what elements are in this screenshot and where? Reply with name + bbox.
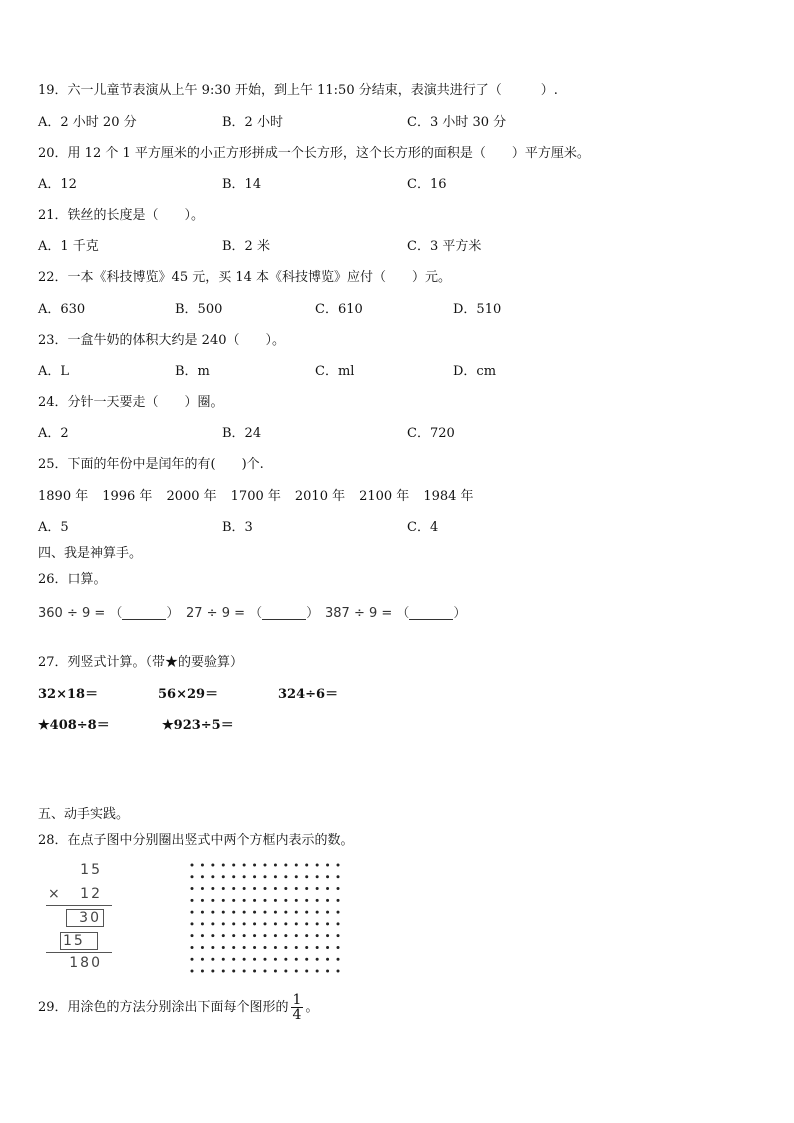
grid-dot[interactable]	[295, 970, 298, 973]
question-20: 20．用 12 个 1 平方厘米的小正方形拼成一个长方形，这个长方形的面积是（ ）平方厘米。	[38, 146, 590, 161]
question-25: 25．下面的年份中是闰年的有( )个.	[38, 457, 264, 472]
calc-close-paren: ）	[453, 606, 467, 621]
grid-dot[interactable]	[284, 875, 287, 878]
grid-dot[interactable]	[222, 958, 225, 961]
grid-dot[interactable]	[284, 958, 287, 961]
grid-dot[interactable]	[201, 922, 204, 925]
calc-expression: 360 ÷ 9 = （	[38, 606, 123, 621]
q21-option-a: A．1 千克	[38, 239, 99, 254]
grid-dot[interactable]	[211, 946, 214, 949]
q23-option-c: C．ml	[315, 364, 355, 379]
grid-dot[interactable]	[337, 970, 340, 973]
q21-option-c: C．3 平方米	[407, 239, 482, 254]
mental-calc-2	[186, 602, 319, 621]
grid-dot[interactable]	[191, 911, 194, 914]
grid-dot[interactable]	[222, 887, 225, 890]
grid-dot[interactable]	[191, 922, 194, 925]
q22-option-b: B．500	[175, 302, 223, 317]
grid-dot[interactable]	[222, 970, 225, 973]
grid-dot[interactable]	[191, 864, 194, 867]
grid-dot[interactable]	[326, 934, 329, 937]
grid-dot[interactable]	[305, 911, 308, 914]
grid-dot[interactable]	[295, 958, 298, 961]
grid-dot[interactable]	[326, 875, 329, 878]
grid-dot[interactable]	[253, 946, 256, 949]
q25-option-b: B．3	[222, 520, 253, 535]
vertical-calc-1: 32×18＝	[38, 687, 99, 702]
grid-dot[interactable]	[316, 899, 319, 902]
grid-dot[interactable]	[316, 911, 319, 914]
grid-dot[interactable]	[264, 864, 267, 867]
q19-option-a: A．2 小时 20 分	[38, 115, 137, 130]
grid-dot[interactable]	[337, 946, 340, 949]
grid-dot[interactable]	[284, 911, 287, 914]
mental-calc-3	[325, 602, 466, 621]
grid-dot[interactable]	[201, 958, 204, 961]
grid-dot[interactable]	[222, 922, 225, 925]
grid-dot[interactable]	[243, 887, 246, 890]
grid-dot[interactable]	[326, 958, 329, 961]
year-item: 1984 年	[423, 489, 474, 504]
question-21: 21．铁丝的长度是（ ）。	[38, 208, 205, 223]
grid-dot[interactable]	[274, 934, 277, 937]
grid-dot[interactable]	[305, 899, 308, 902]
grid-dot[interactable]	[274, 875, 277, 878]
q22-option-a: A．630	[38, 302, 86, 317]
grid-dot[interactable]	[211, 875, 214, 878]
grid-dot[interactable]	[305, 922, 308, 925]
grid-dot[interactable]	[243, 934, 246, 937]
grid-dot[interactable]	[337, 958, 340, 961]
grid-dot[interactable]	[337, 922, 340, 925]
grid-dot[interactable]	[222, 934, 225, 937]
grid-dot[interactable]	[243, 911, 246, 914]
q24-option-a: A．2	[38, 426, 69, 441]
grid-dot[interactable]	[305, 970, 308, 973]
grid-dot[interactable]	[264, 899, 267, 902]
q22-option-d: D．510	[453, 302, 502, 317]
q24-option-c: C．720	[407, 426, 455, 441]
grid-dot[interactable]	[243, 922, 246, 925]
grid-dot[interactable]	[191, 934, 194, 937]
grid-dot[interactable]	[284, 946, 287, 949]
q21-option-b: B．2 米	[222, 239, 270, 254]
vertical-calc-4: ★408÷8＝	[38, 718, 110, 733]
grid-dot[interactable]	[274, 970, 277, 973]
grid-dot[interactable]	[232, 922, 235, 925]
grid-dot[interactable]	[264, 922, 267, 925]
vertical-calc-3: 324÷6＝	[278, 687, 339, 702]
fraction-denominator: 4	[292, 1007, 302, 1023]
calc-close-paren: ）	[166, 606, 180, 621]
grid-dot[interactable]	[191, 970, 194, 973]
grid-dot[interactable]	[274, 887, 277, 890]
grid-dot[interactable]	[253, 922, 256, 925]
grid-dot[interactable]	[232, 970, 235, 973]
grid-dot[interactable]	[201, 934, 204, 937]
grid-dot[interactable]	[284, 922, 287, 925]
grid-dot[interactable]	[284, 887, 287, 890]
grid-dot[interactable]	[274, 899, 277, 902]
calc-expression: 27 ÷ 9 = （	[186, 606, 263, 621]
calc-expression: 387 ÷ 9 = （	[325, 606, 410, 621]
grid-dot[interactable]	[295, 922, 298, 925]
grid-dot[interactable]	[337, 934, 340, 937]
grid-dot[interactable]	[316, 958, 319, 961]
grid-dot[interactable]	[337, 887, 340, 890]
grid-dot[interactable]	[274, 946, 277, 949]
question-29	[38, 990, 318, 1026]
question-22: 22．一本《科技博览》45 元，买 14 本《科技博览》应付（ ）元。	[38, 270, 452, 285]
grid-dot[interactable]	[232, 911, 235, 914]
grid-dot[interactable]	[264, 887, 267, 890]
q19-option-b: B．2 小时	[222, 115, 283, 130]
grid-dot[interactable]	[253, 970, 256, 973]
grid-dot[interactable]	[191, 958, 194, 961]
grid-dot[interactable]	[274, 911, 277, 914]
q20-option-a: A．12	[38, 177, 77, 192]
grid-dot[interactable]	[316, 922, 319, 925]
grid-dot[interactable]	[253, 887, 256, 890]
calc-close-paren: ）	[306, 606, 320, 621]
grid-dot[interactable]	[201, 864, 204, 867]
grid-dot[interactable]	[211, 887, 214, 890]
year-item: 2010 年	[294, 489, 346, 504]
grid-dot[interactable]	[264, 934, 267, 937]
grid-dot[interactable]	[191, 875, 194, 878]
q22-option-c: C．610	[315, 302, 363, 317]
grid-dot[interactable]	[295, 934, 298, 937]
grid-dot[interactable]	[253, 899, 256, 902]
grid-dot[interactable]	[284, 864, 287, 867]
year-item: 1700 年	[230, 489, 281, 504]
answer-blank[interactable]	[262, 607, 306, 620]
grid-dot[interactable]	[337, 911, 340, 914]
grid-dot[interactable]	[305, 946, 308, 949]
grid-dot[interactable]	[211, 911, 214, 914]
grid-dot[interactable]	[243, 946, 246, 949]
grid-dot[interactable]	[295, 911, 298, 914]
question-24: 24．分针一天要走（ ）圈。	[38, 395, 224, 410]
grid-dot[interactable]	[295, 946, 298, 949]
grid-dot[interactable]	[264, 946, 267, 949]
grid-dot[interactable]	[274, 958, 277, 961]
grid-dot[interactable]	[264, 911, 267, 914]
partial-product-box-1: 30	[66, 909, 104, 927]
grid-dot[interactable]	[264, 958, 267, 961]
grid-dot[interactable]	[191, 946, 194, 949]
grid-dot[interactable]	[316, 970, 319, 973]
grid-dot[interactable]	[326, 864, 329, 867]
grid-dot[interactable]	[316, 934, 319, 937]
year-item: 1890 年	[38, 489, 89, 504]
grid-dot[interactable]	[201, 899, 204, 902]
grid-dot[interactable]	[222, 946, 225, 949]
grid-dot[interactable]	[316, 946, 319, 949]
grid-dot[interactable]	[316, 875, 319, 878]
answer-blank[interactable]	[409, 607, 453, 620]
grid-dot[interactable]	[316, 887, 319, 890]
grid-dot[interactable]	[305, 958, 308, 961]
grid-dot[interactable]	[232, 887, 235, 890]
grid-dot[interactable]	[305, 887, 308, 890]
q24-option-b: B．24	[222, 426, 262, 441]
vertical-calc-2: 56×29＝	[158, 687, 219, 702]
grid-dot[interactable]	[326, 946, 329, 949]
question-19: 19．六一儿童节表演从上午 9:30 开始，到上午 11:50 分结束，表演共进行了（ ）.	[38, 83, 558, 98]
grid-dot[interactable]	[337, 899, 340, 902]
grid-dot[interactable]	[295, 864, 298, 867]
q23-option-b: B．m	[175, 364, 210, 379]
grid-dot[interactable]	[337, 875, 340, 878]
grid-dot[interactable]	[243, 899, 246, 902]
grid-dot[interactable]	[295, 875, 298, 878]
grid-dot[interactable]	[232, 864, 235, 867]
grid-dot[interactable]	[191, 887, 194, 890]
grid-dot[interactable]	[243, 864, 246, 867]
q20-option-c: C．16	[407, 177, 447, 192]
grid-dot[interactable]	[222, 875, 225, 878]
grid-dot[interactable]	[305, 934, 308, 937]
grid-dot[interactable]	[211, 958, 214, 961]
grid-dot[interactable]	[243, 958, 246, 961]
times-sign: ×	[48, 886, 62, 902]
grid-dot[interactable]	[201, 911, 204, 914]
grid-dot[interactable]	[284, 934, 287, 937]
vertical-calc-5: ★923÷5＝	[162, 718, 234, 733]
grid-dot[interactable]	[253, 864, 256, 867]
year-item: 1996 年	[102, 489, 153, 504]
grid-dot[interactable]	[232, 875, 235, 878]
grid-dot[interactable]	[243, 875, 246, 878]
grid-dot[interactable]	[326, 970, 329, 973]
section-5-heading: 五、动手实践。	[38, 807, 130, 822]
fraction-one-quarter	[291, 993, 304, 1022]
grid-dot[interactable]	[316, 864, 319, 867]
grid-dot[interactable]	[211, 970, 214, 973]
multiplicand: 15	[80, 862, 102, 878]
grid-dot[interactable]	[264, 875, 267, 878]
multiplier: 12	[80, 886, 102, 902]
grid-dot[interactable]	[232, 946, 235, 949]
grid-dot[interactable]	[201, 970, 204, 973]
grid-dot[interactable]	[232, 934, 235, 937]
grid-dot[interactable]	[222, 911, 225, 914]
q20-option-b: B．14	[222, 177, 262, 192]
grid-dot[interactable]	[222, 899, 225, 902]
grid-dot[interactable]	[305, 864, 308, 867]
grid-dot[interactable]	[211, 864, 214, 867]
q25-option-c: C．4	[407, 520, 439, 535]
grid-dot[interactable]	[253, 911, 256, 914]
grid-dot[interactable]	[201, 887, 204, 890]
question-27: 27．列竖式计算。（带★的要验算）	[38, 655, 244, 670]
dot-grid[interactable]	[190, 863, 340, 973]
mental-calc-1	[38, 602, 179, 621]
year-item: 2000 年	[166, 489, 217, 504]
grid-dot[interactable]	[232, 958, 235, 961]
grid-dot[interactable]	[284, 899, 287, 902]
answer-blank[interactable]	[122, 607, 166, 620]
vertical-multiplication	[36, 862, 116, 972]
grid-dot[interactable]	[211, 922, 214, 925]
q25-option-a: A．5	[38, 520, 69, 535]
grid-dot[interactable]	[211, 934, 214, 937]
grid-dot[interactable]	[222, 864, 225, 867]
year-list	[38, 488, 488, 506]
grid-dot[interactable]	[295, 899, 298, 902]
grid-dot[interactable]	[326, 911, 329, 914]
grid-dot[interactable]	[337, 864, 340, 867]
question-28: 28．在点子图中分别圈出竖式中两个方框内表示的数。	[38, 833, 354, 848]
question-23: 23．一盒牛奶的体积大约是 240（ ）。	[38, 333, 285, 348]
divider-line	[46, 905, 112, 906]
grid-dot[interactable]	[191, 899, 194, 902]
grid-dot[interactable]	[253, 934, 256, 937]
grid-dot[interactable]	[326, 887, 329, 890]
grid-dot[interactable]	[305, 875, 308, 878]
grid-dot[interactable]	[295, 887, 298, 890]
product-result: 180	[69, 955, 102, 971]
grid-dot[interactable]	[274, 922, 277, 925]
question-29-end: 。	[305, 1000, 319, 1015]
grid-dot[interactable]	[284, 970, 287, 973]
question-26: 26．口算。	[38, 572, 107, 587]
grid-dot[interactable]	[253, 875, 256, 878]
section-4-heading: 四、我是神算手。	[38, 546, 143, 561]
grid-dot[interactable]	[201, 875, 204, 878]
grid-dot[interactable]	[326, 922, 329, 925]
grid-dot[interactable]	[211, 899, 214, 902]
grid-dot[interactable]	[264, 970, 267, 973]
partial-product-box-2: 15	[60, 932, 98, 950]
q23-option-a: A．L	[38, 364, 70, 379]
q19-option-c: C．3 小时 30 分	[407, 115, 507, 130]
divider-line	[46, 952, 112, 953]
grid-dot[interactable]	[274, 864, 277, 867]
q23-option-d: D．cm	[453, 364, 497, 379]
year-item: 2100 年	[359, 489, 410, 504]
grid-dot[interactable]	[326, 899, 329, 902]
grid-dot[interactable]	[253, 958, 256, 961]
grid-dot[interactable]	[201, 946, 204, 949]
fraction-numerator: 1	[292, 992, 302, 1008]
grid-dot[interactable]	[243, 970, 246, 973]
question-29-text: 29．用涂色的方法分别涂出下面每个图形的	[38, 1000, 289, 1015]
grid-dot[interactable]	[232, 899, 235, 902]
